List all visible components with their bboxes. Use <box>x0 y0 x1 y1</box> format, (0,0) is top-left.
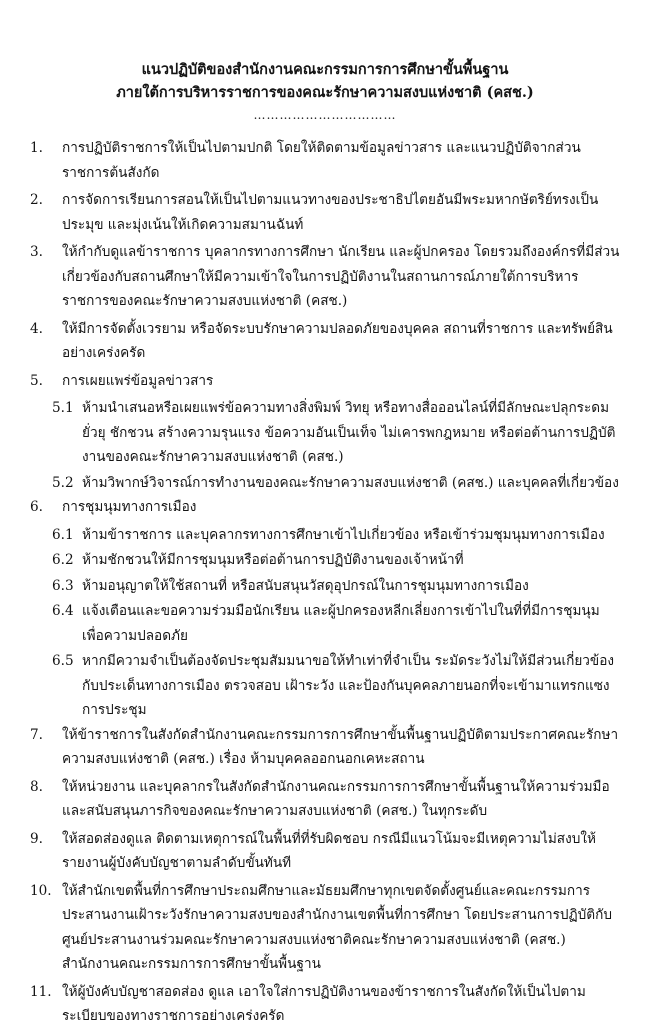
sub-item-text: ห้ามวิพากษ์วิจารณ์การทำงานของคณะรักษาความสงบแห่งชาติ (คสช.) และบุคคลที่เกี่ยวข้อง <box>82 474 619 491</box>
item-body <box>62 369 620 394</box>
list-item-11 <box>30 980 620 1029</box>
sub-item-6-5 <box>52 649 620 723</box>
sub-item-5-2 <box>52 471 620 496</box>
sub-item-text: ห้ามอนุญาตให้ใช้สถานที่ หรือสนับสนุนวัสดุอุปกรณ์ในการชุมนุมทางการเมือง <box>82 577 529 594</box>
item-number: 9. <box>30 830 43 847</box>
sub-item-6-1 <box>52 523 620 548</box>
sub-item-text: แจ้งเตือนและขอความร่วมมือนักเรียน และผู้ปกครองหลีกเลี่ยงการเข้าไปในที่ที่มีการชุมนุม เพื่อความปลอดภัย <box>82 603 600 644</box>
title-separator: …………………………… <box>253 108 397 122</box>
item-text: การเผยแพร่ข้อมูลข่าวสาร <box>62 372 214 389</box>
sub-item-6-3 <box>52 574 620 599</box>
sub-item-5-1 <box>52 396 620 470</box>
item-number: 6. <box>30 499 43 515</box>
sub-item-text: หากมีความจำเป็นต้องจัดประชุมสัมมนาขอให้ทำเท่าที่จำเป็น ระมัดระวังไม่ให้มีส่วนเกี่ยวข้องกับประเด็นทางการเมือง ตรวจสอบ เฝ้าระวัง และป้องกันบุคคลภายนอกที่จะเข้ามาแทรกแซงการประชุม <box>82 653 615 718</box>
list-item-5 <box>30 369 620 394</box>
list-item-1 <box>30 136 620 185</box>
sub-item-number: 6.4 <box>52 603 74 619</box>
sub-item-number: 5.2 <box>52 474 74 491</box>
item-number: 1. <box>30 140 43 156</box>
list-item-10 <box>30 879 620 977</box>
item-number: 8. <box>30 778 43 795</box>
title-line-1: แนวปฏิบัติของสำนักงานคณะกรรมการการศึกษาขั้นพื้นฐาน <box>141 61 509 78</box>
item-number: 4. <box>30 320 43 337</box>
list-item-4 <box>30 317 620 366</box>
item-number: 2. <box>30 192 43 208</box>
item-number: 3. <box>30 244 43 260</box>
item-text: ให้มีการจัดตั้งเวรยาม หรือจัดระบบรักษาความปลอดภัยของบุคคล สถานที่ราชการ และทรัพย์สินอย่างเคร่งครัด <box>62 320 613 361</box>
sub-item-text: ห้ามข้าราชการ และบุคลากรทางการศึกษาเข้าไปเกี่ยวข้อง หรือเข้าร่วมชุมนุมทางการเมือง <box>82 526 605 543</box>
list-item-2 <box>30 188 620 237</box>
item-text: ให้กำกับดูแลข้าราชการ บุคลากรทางการศึกษา นักเรียน และผู้ปกครอง โดยรวมถึงองค์กรที่มีส่วนเกี่ยวข้องกับสถานศึกษาให้มีความเข้าใจในการปฏิบัติงานในสถานการณ์ภายใต้การบริหารราชการของคณะรักษาความสงบแห่งชาติ (คสช.) <box>62 244 620 309</box>
list-item-3 <box>30 240 620 314</box>
sub-item-text: ห้ามชักชวนให้มีการชุมนุมหรือต่อต้านการปฏิบัติงานของเจ้าหน้าที่ <box>82 552 464 568</box>
item-number: 5. <box>30 372 43 389</box>
item-number: 10. <box>30 882 52 899</box>
item-text: ให้ข้าราชการในสังกัดสำนักงานคณะกรรมการการศึกษาขั้นพื้นฐานปฏิบัติตามประกาศคณะรักษาความสงบแห่งชาติ (คสช.) เรื่อง ห้ามบุคคลออกนอกเคหะสถาน <box>62 726 619 767</box>
item-text: ให้สอดส่องดูแล ติดตามเหตุการณ์ในพื้นที่ที่รับผิดชอบ กรณีมีแนวโน้มจะมีเหตุความไม่สงบให้รายงานผู้บังคับบัญชาตามลำดับขั้นทันที <box>62 830 596 871</box>
list-item-8 <box>30 775 620 824</box>
sub-item-number: 6.5 <box>52 653 74 669</box>
sub-item-text: ห้ามนำเสนอหรือเผยแพร่ข้อความทางสิ่งพิมพ์ วิทยุ หรือทางสื่อออนไลน์ที่มีลักษณะปลุกระดมยั่วยุ ชักชวน สร้างความรุนแรง ข้อความอันเป็นเท็จ ไม่เคารพกฎหมาย หรือต่อต้านการปฏิบัติงานของคณะรักษาความสงบแห่งชาติ (คสช.) <box>82 400 616 465</box>
list-item-7 <box>30 723 620 772</box>
item-number: 11. <box>30 983 52 1000</box>
document-title <box>30 58 620 104</box>
item-text: การปฏิบัติราชการให้เป็นไปตามปกติ โดยให้ติดตามข้อมูลข่าวสาร และแนวปฏิบัติจากส่วนราชการต้นสังกัด <box>62 140 581 181</box>
list-item-6 <box>30 495 620 520</box>
title-line-2: ภายใต้การบริหารราชการของคณะรักษาความสงบแห่งชาติ (คสช.) <box>116 84 534 101</box>
sub-item-number: 6.1 <box>52 526 74 543</box>
sub-item-number: 6.2 <box>52 552 74 568</box>
sub-item-6-2 <box>52 548 620 573</box>
item-text: ให้ผู้บังคับบัญชาสอดส่อง ดูแล เอาใจใส่การปฏิบัติงานของข้าราชการในสังกัดให้เป็นไปตามระเบียบของทางราชการอย่างเคร่งครัด <box>62 983 586 1024</box>
guideline-list <box>30 136 620 1029</box>
item-text: การจัดการเรียนการสอนให้เป็นไปตามแนวทางของประชาธิปไตยอันมีพระมหากษัตริย์ทรงเป็นประมุข และมุ่งเน้นให้เกิดความสมานฉันท์ <box>62 192 599 233</box>
list-item-9 <box>30 827 620 876</box>
sub-item-6-4 <box>52 599 620 648</box>
item-text: ให้สำนักเขตพื้นที่การศึกษาประถมศึกษาและมัธยมศึกษาทุกเขตจัดตั้งศูนย์และคณะกรรมการประสานงานเฝ้าระวังรักษาความสงบของสำนักงานเขตพื้นที่การศึกษา โดยประสานการปฏิบัติกับศูนย์ประสานงานร่วมคณะรักษาความสงบแห่งชาติคณะรักษาความสงบแห่งชาติ (คสช.) สำนักงานคณะกรรมการการศึกษาขั้นพื้นฐาน <box>62 882 612 972</box>
item-text: การชุมนุมทางการเมือง <box>62 499 197 515</box>
sub-item-number: 6.3 <box>52 577 74 594</box>
item-number: 7. <box>30 726 43 743</box>
sub-item-number: 5.1 <box>52 400 74 416</box>
item-text: ให้หน่วยงาน และบุคลากรในสังกัดสำนักงานคณะกรรมการการศึกษาขั้นพื้นฐานให้ความร่วมมือ และสนับสนุนภารกิจของคณะรักษาความสงบแห่งชาติ (คสช.) ในทุกระดับ <box>62 778 610 819</box>
